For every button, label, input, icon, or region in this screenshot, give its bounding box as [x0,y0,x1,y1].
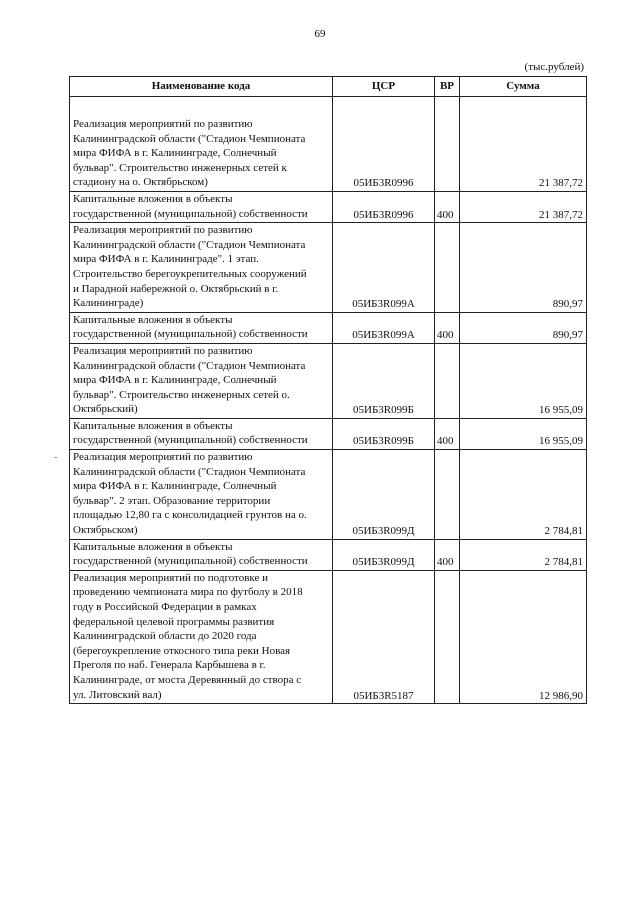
row-name-line: стадиону на о. Октябрьском) [73,176,208,189]
row-name [70,223,333,313]
row-name-line: бульвар". 2 этап. Образование территории [73,494,271,507]
row-vr [435,223,460,313]
row-csr: 05ИБ3R0996 [333,97,435,192]
header-csr: ЦСР [333,77,435,97]
row-name-line: Реализация мероприятий по развитию [73,118,253,130]
row-csr: 05ИБ3R5187 [333,570,435,703]
table-row [70,312,587,343]
row-name-line: федеральной целевой программы развития [73,615,275,628]
row-name-line: и Парадной набережной о. Октябрьский в г. [73,282,279,295]
row-name-line: Капитальные вложения в объекты [73,192,233,205]
row-vr: 400 [435,312,460,343]
row-name-line: Капитальные вложения в объекты [73,540,233,553]
row-name-line: мира ФИФА в г. Калининграде, Солнечный [73,147,277,160]
row-vr [435,450,460,540]
row-sum: 21 387,72 [460,97,587,192]
row-sum: 890,97 [460,223,587,313]
table-row [70,570,587,703]
row-name [70,418,333,449]
row-name [70,570,333,703]
row-sum: 21 387,72 [460,191,587,222]
row-name-line: мира ФИФА в г. Калининграде, Солнечный [73,480,277,493]
row-name [70,191,333,222]
row-sum: 12 986,90 [460,570,587,703]
row-name [70,97,333,192]
table-row [70,223,587,313]
margin-mark: - [54,452,58,463]
header-name: Наименование кода [70,77,333,97]
table-row [70,191,587,222]
row-name-line: ул. Литовский вал) [73,688,162,701]
row-name-line: государственной (муниципальной) собственности [73,555,308,568]
row-vr [435,343,460,418]
row-name-line: Калининградской области ("Стадион Чемпионата [73,359,306,372]
row-vr [435,97,460,192]
row-sum: 16 955,09 [460,343,587,418]
header-sum: Сумма [460,77,587,97]
row-vr: 400 [435,418,460,449]
row-csr: 05ИБ3R099А [333,223,435,313]
table-row [70,418,587,449]
row-csr: 05ИБ3R099Б [333,418,435,449]
table-row [70,450,587,540]
row-name-line: Октябрьском) [73,524,138,537]
row-name-line: государственной (муниципальной) собственности [73,328,308,341]
row-name-line: мира ФИФА в г. Калининграде, Солнечный [73,374,277,387]
row-name-line: проведению чемпионата мира по футболу в 2018 [73,586,303,599]
row-sum: 16 955,09 [460,418,587,449]
budget-table [69,76,587,704]
row-sum: 2 784,81 [460,539,587,570]
row-name-line: государственной (муниципальной) собственности [73,207,308,220]
row-name-line: Калининградской области ("Стадион Чемпионата [73,238,306,251]
row-name-line: Октябрьский) [73,403,138,416]
row-name-line: году в Российской Федерации в рамках [73,601,257,613]
row-name-line: Калининградской области ("Стадион Чемпионата [73,132,306,145]
table-row [70,539,587,570]
row-sum: 2 784,81 [460,450,587,540]
table-header [70,77,587,97]
row-name-line: (берегоукрепление откосного типа реки Новая [73,644,291,657]
row-csr: 05ИБ3R099Б [333,343,435,418]
table-body [70,97,587,704]
row-name [70,450,333,540]
table-row [70,97,587,192]
row-name-line: мира ФИФА в г. Калининграде". 1 этап. [73,253,259,266]
row-name-line: Преголя по наб. Генерала Карбышева в г. [73,659,266,672]
units-label: (тыс.рублей) [524,61,584,73]
row-name-line: Калининграде) [73,297,144,310]
row-name [70,312,333,343]
row-csr: 05ИБ3R099Д [333,450,435,540]
row-csr: 05ИБ3R099Д [333,539,435,570]
row-vr: 400 [435,539,460,570]
row-name-line: государственной (муниципальной) собственности [73,434,308,447]
row-sum: 890,97 [460,312,587,343]
row-name [70,343,333,418]
row-name-line: Реализация мероприятий по подготовке и [73,571,269,584]
row-name-line: Калининграде, от моста Деревянный до створа с [73,673,302,686]
row-name [70,539,333,570]
row-vr: 400 [435,191,460,222]
row-name-line: Калининградской области до 2020 года [73,630,257,643]
row-name-line: Реализация мероприятий по развитию [73,224,253,237]
row-name-line: Строительство берегоукрепительных сооружений [73,267,307,280]
row-name-line: Калининградской области ("Стадион Чемпионата [73,465,306,478]
row-csr: 05ИБ3R099А [333,312,435,343]
row-name-line: Капитальные вложения в объекты [73,419,233,432]
table-row [70,343,587,418]
row-name-line: Реализация мероприятий по развитию [73,451,253,464]
row-csr: 05ИБ3R0996 [333,191,435,222]
row-name-line: Реализация мероприятий по развитию [73,344,253,357]
row-name-line: Капитальные вложения в объекты [73,313,233,326]
header-row [70,77,587,97]
header-vr: ВР [435,77,460,97]
page-number: 69 [314,28,326,40]
row-vr [435,570,460,703]
row-name-line: площадью 12,80 га с консолидацией грунтов на о. [73,509,307,522]
row-name-line: бульвар". Строительство инженерных сетей к [73,161,287,174]
row-name-line: бульвар". Строительство инженерных сетей о. [73,388,290,401]
